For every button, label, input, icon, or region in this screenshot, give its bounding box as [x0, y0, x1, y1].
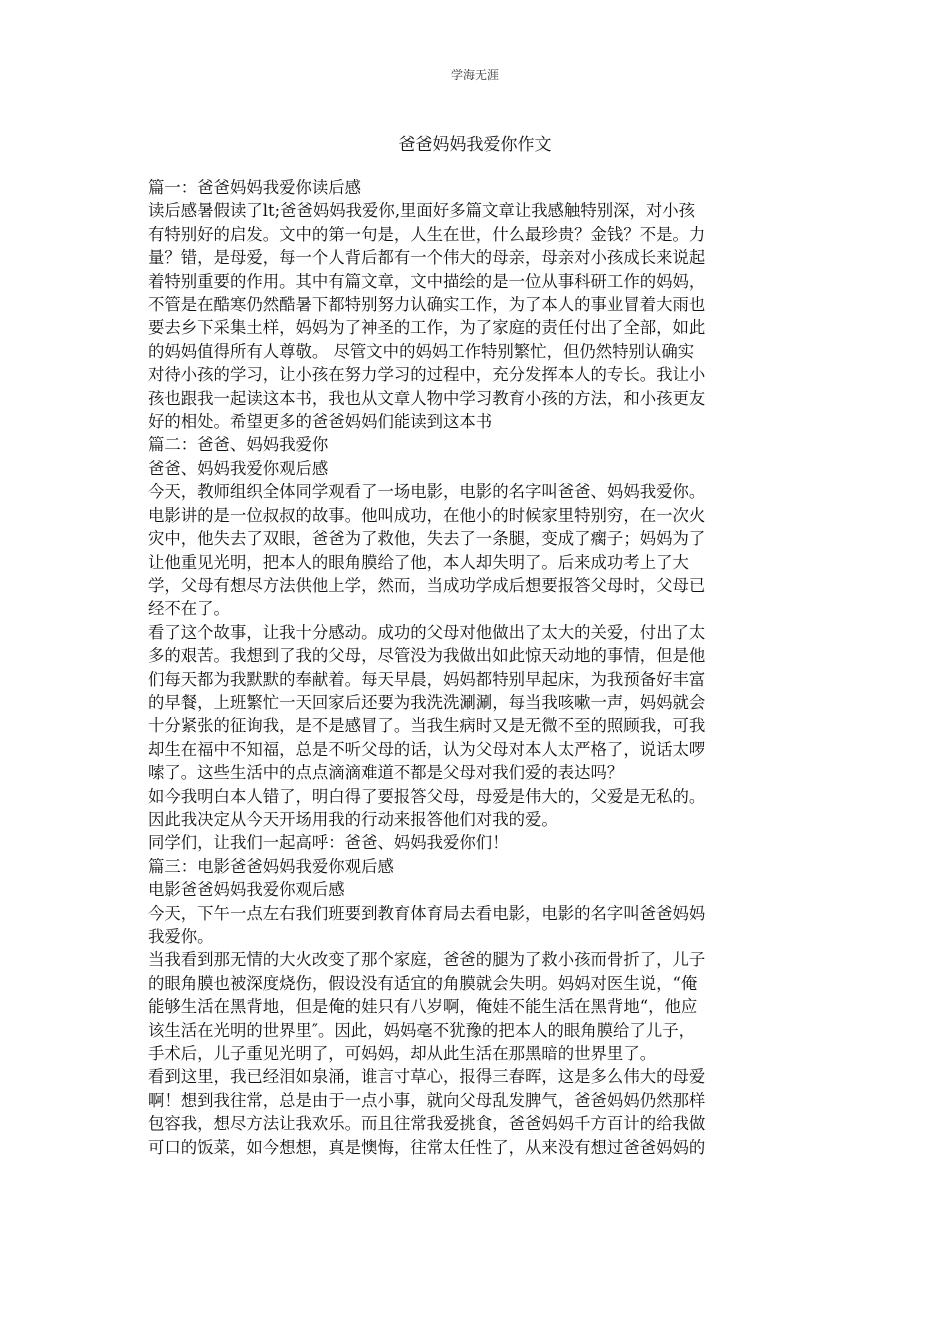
document-body	[148, 176, 808, 1159]
text-line: 不管是在酷寒仍然酷暑下都特别努力认确实工作，为了本人的事业冒着大雨也	[148, 295, 706, 315]
text-line: 今天，教师组织全体同学观看了一场电影，电影的名字叫爸爸、妈妈我爱你。	[148, 482, 706, 502]
text-line: 多的艰苦。我想到了我的父母，尽管没为我做出如此惊天动地的事情，但是他	[148, 646, 706, 666]
text-line: 孩也跟我一起读这本书，我也从文章人物中学习教育小孩的方法，和小孩更友	[148, 388, 706, 408]
text-line: 对待小孩的学习，让小孩在努力学习的过程中，充分发挥本人的专长。我让小	[148, 365, 706, 385]
text-line: 的妈妈值得所有人尊敬。 尽管文中的妈妈工作特别繁忙，但仍然特别认确实	[148, 341, 695, 361]
page-header: 学海无涯	[450, 68, 499, 82]
text-line: 今天，下午一点左右我们班要到教育体育局去看电影，电影的名字叫爸爸妈妈	[148, 903, 706, 923]
text-line: 能够生活在黑背地，但是俺的娃只有八岁啊，俺娃不能生活在黑背地“，他应	[148, 997, 698, 1017]
text-line: 包容我，想尽方法让我欢乐。而且往常我爱挑食，爸爸妈妈千方百计的给我做	[148, 1114, 706, 1134]
text-line: 因此我决定从今天开场用我的行动来报答他们对我的爱。	[148, 809, 558, 829]
text-line: 们每天都为我默默的奉献着。每天早晨，妈妈都特别早起床，为我预备好丰富	[148, 669, 706, 689]
text-line: 量？错，是母爱，每一个人背后都有一个伟大的母亲，母亲对小孩成长来说起	[148, 248, 706, 268]
text-line: 有特别好的启发。文中的第一句是，人生在世，什么最珍贵？金钱？不是。力	[148, 224, 706, 244]
text-line: 嗦了。这些生活中的点点滴滴难道不都是父母对我们爱的表达吗？	[148, 763, 624, 783]
text-line: 我爱你。	[148, 927, 214, 946]
text-line: 该生活在光明的世界里″。因此，妈妈毫不犹豫的把本人的眼角膜给了儿子，	[148, 1020, 696, 1040]
text-line: 着特别重要的作用。其中有篇文章，文中描绘的是一位从事科研工作的妈妈，	[148, 271, 706, 291]
text-line: 如今我明白本人错了，明白得了要报答父母，母爱是伟大的，父爱是无私的。	[148, 786, 706, 806]
subheading: 爸爸、妈妈我爱你观后感	[148, 458, 329, 478]
text-line: 看了这个故事，让我十分感动。成功的父母对他做出了太大的关爱，付出了太	[148, 622, 706, 642]
text-line: 看到这里，我已经泪如泉涌，谁言寸草心，报得三春晖，这是多么伟大的母爱	[148, 1067, 706, 1087]
text-line: 让他重见光明，把本人的眼角膜给了他，本人却失明了。后来成功考上了大	[148, 552, 689, 572]
section-heading-1: 篇一：爸爸妈妈我爱你读后感	[148, 178, 362, 197]
text-line: 十分紧张的征询我，是不是感冒了。当我生病时又是无微不至的照顾我，可我	[148, 716, 706, 736]
text-line: 可口的饭菜，如今想想，真是懊悔，往常太任性了，从来没有想过爸爸妈妈的	[148, 1137, 706, 1157]
text-line: 学，父母有想尽方法供他上学，然而，当成功学成后想要报答父母时，父母已	[148, 575, 706, 595]
text-line: 手术后，儿子重见光明了，可妈妈，却从此生活在那黑暗的世界里了。	[148, 1044, 657, 1064]
text-line: 要去乡下采集土样，妈妈为了神圣的工作，为了家庭的责任付出了全部，如此	[148, 318, 706, 338]
text-line: 好的相处。希望更多的爸爸妈妈们能读到这本书	[148, 412, 493, 432]
text-line: 同学们，让我们一起高呼：爸爸、妈妈我爱你们！	[148, 833, 509, 853]
section-heading-3: 篇三：电影爸爸妈妈我爱你观后感	[148, 856, 394, 876]
text-line: 的眼角膜也被深度烧伤，假设没有适宜的角膜就会失明。妈妈对医生说，“俺	[148, 973, 698, 993]
text-line: 的早餐，上班繁忙一天回家后还要为我洗洗涮涮，每当我咳嗽一声，妈妈就会	[148, 692, 706, 712]
subheading: 电影爸爸妈妈我爱你观后感	[148, 880, 345, 900]
section-heading-2: 篇二：爸爸、妈妈我爱你	[148, 435, 329, 455]
text-line: 啊！想到我往常，总是由于一点小事，就向父母乱发脾气，爸爸妈妈仍然那样	[148, 1090, 706, 1110]
text-line: 读后感暑假读了lt;爸爸妈妈我爱你,里面好多篇文章让我感触特别深，对小孩	[148, 201, 696, 221]
text-line: 经不在了。	[148, 599, 230, 619]
text-line: 却生在福中不知福，总是不听父母的话，认为父母对本人太严格了，说话太啰	[148, 739, 706, 759]
text-line: 灾中，他失去了双眼，爸爸为了救他，失去了一条腿，变成了瘸子；妈妈为了	[148, 529, 706, 549]
text-line: 电影讲的是一位叔叔的故事。他叫成功，在他小的时候家里特别穷，在一次火	[148, 505, 706, 525]
text-line: 当我看到那无情的大火改变了那个家庭，爸爸的腿为了救小孩而骨折了，儿子	[148, 950, 706, 970]
document-title: 爸爸妈妈我爱你作文	[398, 135, 552, 155]
